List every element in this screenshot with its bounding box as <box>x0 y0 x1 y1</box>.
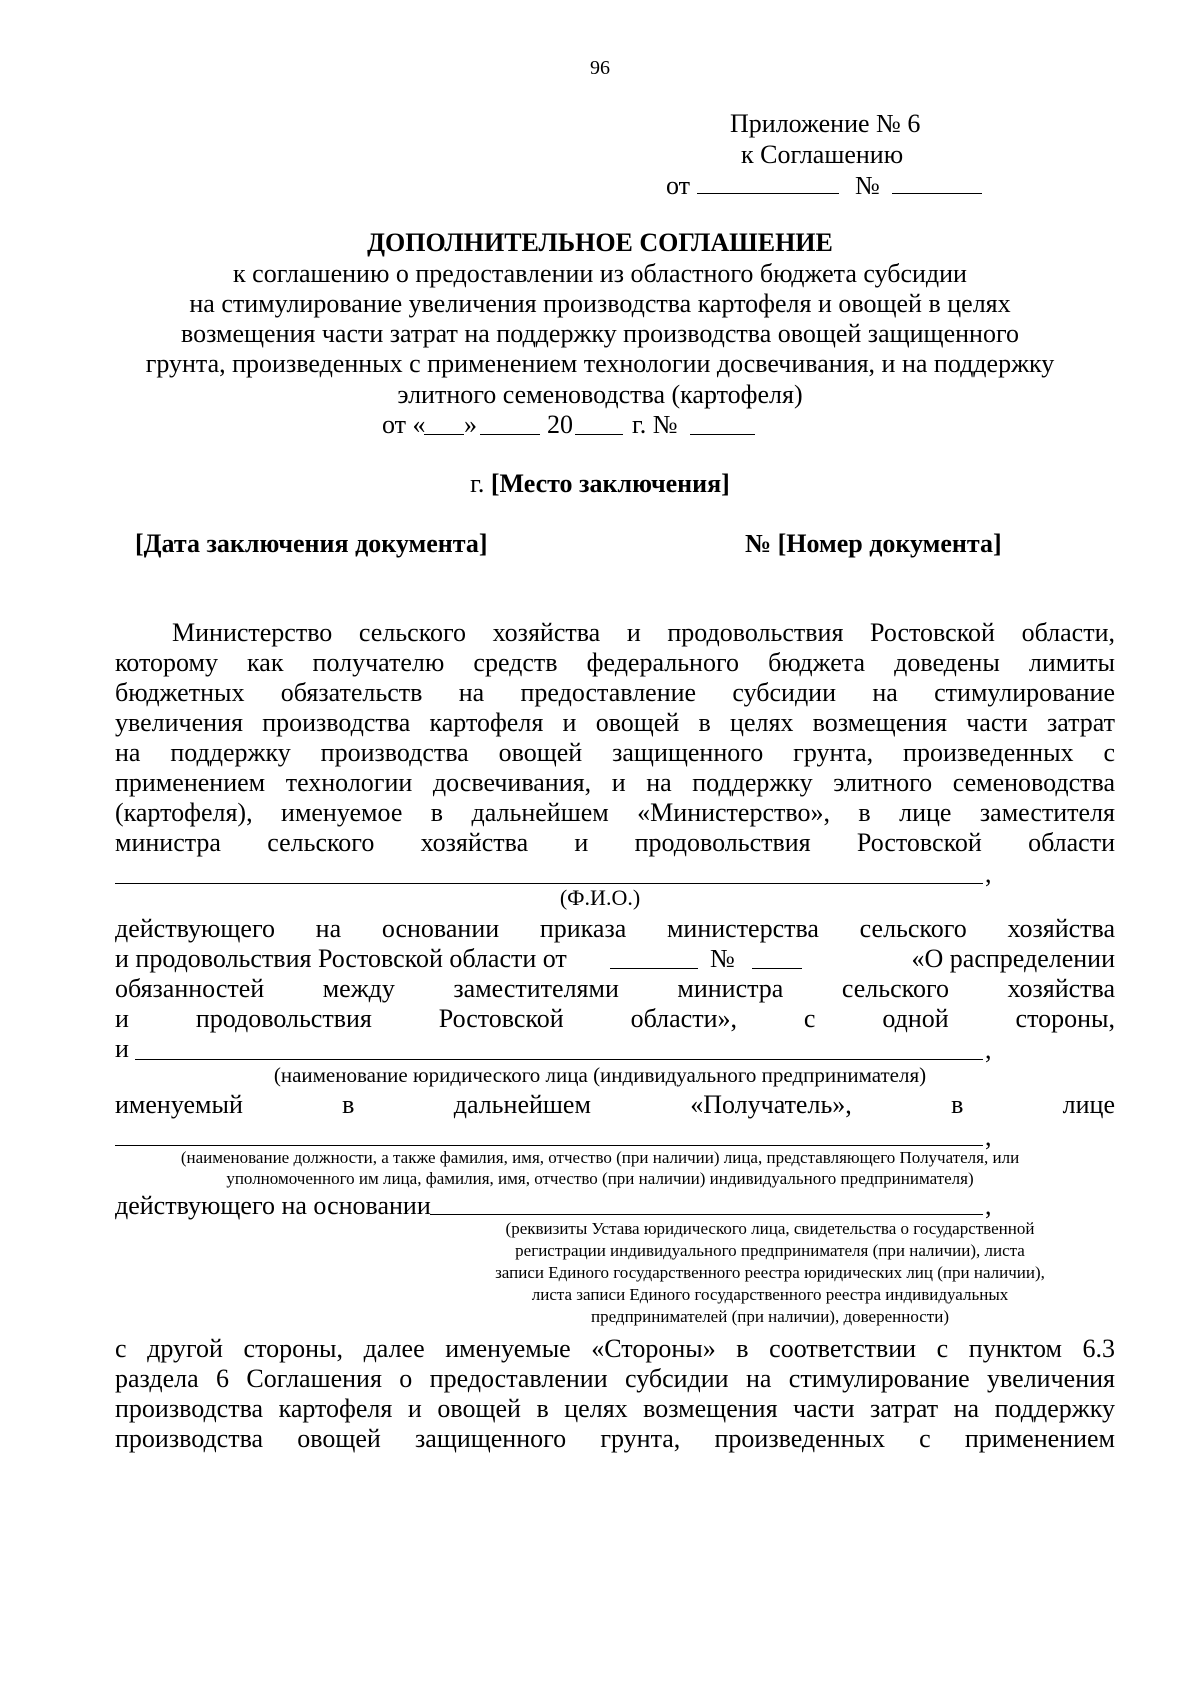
appendix-line-1: Приложение № 6 <box>730 109 921 138</box>
basis-caption-line-2: регистрации индивидуального предпринимателя (при наличии), листа <box>515 1241 1025 1260</box>
basis-blank <box>430 1214 983 1215</box>
recipient-name-blank <box>135 1059 983 1060</box>
basis-caption-line-4: листа записи Единого государственного реестра индивидуальных <box>531 1285 1009 1304</box>
title-date-year: 20 <box>547 410 573 439</box>
paragraph1-line-6: применением технологии досвечивания, и на поддержку элитного семеноводства <box>115 768 1115 797</box>
appendix-number-label: № <box>855 171 880 200</box>
fio-comma: , <box>985 859 992 888</box>
order-number-blank <box>752 968 802 969</box>
representative-blank <box>115 1145 983 1146</box>
paragraph1-line-7: (картофеля), именуемое в дальнейшем «Министерство», в лице заместителя <box>115 798 1115 827</box>
title-line-3: возмещения части затрат на поддержку производства овощей защищенного <box>181 319 1019 348</box>
place-prefix: г. <box>470 469 491 498</box>
appendix-date-blank <box>697 193 839 194</box>
title-date-number-label: г. № <box>632 410 678 439</box>
paragraph3-line-2: раздела 6 Соглашения о предоставлении субсидии на стимулирование увеличения <box>115 1364 1115 1393</box>
recipient-comma: , <box>985 1035 992 1064</box>
representative-caption-line-2: уполномоченного им лица, фамилия, имя, отчество (при наличии) индивидуального предпринимателя) <box>226 1169 974 1188</box>
appendix-from-label: от <box>666 171 691 200</box>
basis-caption-line-3: записи Единого государственного реестра юридических лиц (при наличии), <box>495 1263 1045 1282</box>
paragraph2-line-4: и продовольствия Ростовской области», с одной стороны, <box>115 1004 1115 1033</box>
basis-caption-line-1: (реквизиты Устава юридического лица, свидетельства о государственной <box>505 1219 1035 1238</box>
title-year-blank <box>575 434 623 435</box>
basis-caption-line-5: предпринимателей (при наличии), доверенности) <box>591 1307 949 1326</box>
paragraph2-line-1: действующего на основании приказа министерства сельского хозяйства <box>115 914 1115 943</box>
representative-comma: , <box>985 1122 992 1151</box>
paragraph3-line-4: производства овощей защищенного грунта, произведенных с применением <box>115 1424 1115 1453</box>
paragraph1-line-4: увеличения производства картофеля и овощей в целях возмещения части затрат <box>115 708 1115 737</box>
paragraph2-line-5: и <box>115 1034 129 1063</box>
title-day-blank <box>424 434 464 435</box>
title-date-close-quote: » <box>464 410 477 439</box>
page-number: 96 <box>590 57 610 79</box>
paragraph1-line-5: на поддержку производства овощей защищенного грунта, произведенных с <box>115 738 1115 767</box>
paragraph3-line-1: с другой стороны, далее именуемые «Стороны» в соответствии с пунктом 6.3 <box>115 1334 1115 1363</box>
named-recipient-line: именуемый в дальнейшем «Получатель», в лице <box>115 1090 1115 1119</box>
document-number: № [Номер документа] <box>745 529 1002 558</box>
appendix-line-2: к Соглашению <box>741 140 904 169</box>
document-date: [Дата заключения документа] <box>135 529 488 558</box>
basis-comma: , <box>985 1191 992 1220</box>
title-line-4: грунта, произведенных с применением технологии досвечивания, и на поддержку <box>145 349 1055 378</box>
fio-blank <box>115 883 983 884</box>
paragraph2-line-2-part-1: и продовольствия Ростовской области от <box>115 944 567 973</box>
document-heading: ДОПОЛНИТЕЛЬНОЕ СОГЛАШЕНИЕ <box>367 228 833 257</box>
fio-caption: (Ф.И.О.) <box>559 885 641 910</box>
paragraph2-line-2-part-3: «О распределении <box>911 944 1115 973</box>
title-line-2: на стимулирование увеличения производства картофеля и овощей в целях <box>189 289 1011 318</box>
paragraph1-line-2: которому как получателю средств федерального бюджета доведены лимиты <box>115 648 1115 677</box>
place-value: [Место заключения] <box>490 469 730 498</box>
paragraph3-line-3: производства картофеля и овощей в целях возмещения части затрат на поддержку <box>115 1394 1115 1423</box>
basis-label: действующего на основании <box>115 1191 431 1220</box>
title-date-from: от « <box>382 410 426 439</box>
order-date-blank <box>610 968 698 969</box>
paragraph2-line-2-number: № <box>710 944 735 973</box>
paragraph2-line-3: обязанностей между заместителями министра сельского хозяйства <box>115 974 1115 1003</box>
title-month-blank <box>480 434 540 435</box>
paragraph1-line-8: министра сельского хозяйства и продовольствия Ростовской области <box>115 828 1115 857</box>
title-line-5: элитного семеноводства (картофеля) <box>397 380 803 409</box>
paragraph1-line-3: бюджетных обязательств на предоставление субсидии на стимулирование <box>115 678 1115 707</box>
place-line <box>0 468 1200 500</box>
paragraph1-line-1: Министерство сельского хозяйства и продовольствия Ростовской области, <box>172 618 1115 647</box>
recipient-caption: (наименование юридического лица (индивидуального предпринимателя) <box>273 1063 927 1087</box>
appendix-number-blank <box>892 193 982 194</box>
representative-caption-line-1: (наименование должности, а также фамилия, имя, отчество (при наличии) лица, представляющего Получателя, или <box>180 1148 1020 1167</box>
title-line-1: к соглашению о предоставлении из областного бюджета субсидии <box>233 259 967 288</box>
title-number-blank <box>690 434 755 435</box>
